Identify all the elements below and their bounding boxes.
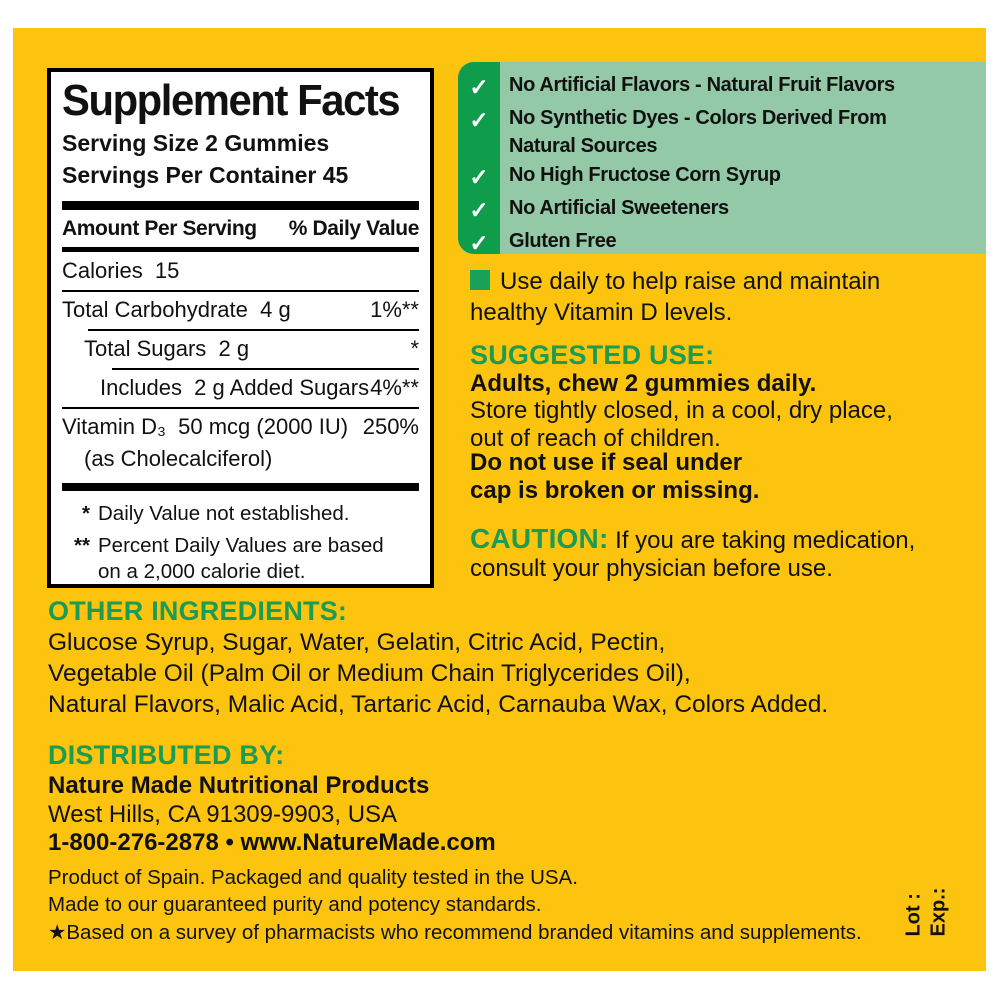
checklist-item-label: No Synthetic Dyes - Colors Derived From Natural Sources <box>509 106 887 158</box>
lot-exp-text <box>901 888 951 937</box>
footnote-mark: * <box>82 501 90 525</box>
suggested-use-dose: Adults, chew 2 gummies daily. <box>470 370 817 397</box>
footnote-mark: ** <box>74 533 90 557</box>
facts-row-added-sugars <box>62 370 419 407</box>
check-icon: ✓ <box>469 74 489 100</box>
distributed-by-heading: DISTRIBUTED BY: <box>48 740 285 770</box>
nutrient-value: * <box>410 335 419 361</box>
exp-label: Exp.: <box>927 887 949 937</box>
facts-row-vitamin-d3 <box>62 409 419 446</box>
nutrient-name: Total Carbohydrate 4 g <box>62 296 291 322</box>
check-icon: ✓ <box>469 106 489 133</box>
daily-value-label: % Daily Value <box>288 216 419 240</box>
divider-thick <box>62 201 419 210</box>
serving-size: Serving Size 2 Gummies <box>62 130 330 157</box>
checklist-item-label: No High Fructose Corn Syrup <box>509 164 781 187</box>
use-daily-statement <box>470 266 982 328</box>
facts-row-carbohydrate <box>62 292 419 329</box>
check-icon: ✓ <box>469 196 489 223</box>
nutrient-value: 1%** <box>370 296 419 322</box>
facts-row-total-sugars <box>62 331 419 368</box>
caution-text: If you are taking medication, consult your physician before use. <box>470 527 916 583</box>
benefits-checklist <box>458 62 986 254</box>
lot-exp-block <box>871 852 981 972</box>
use-daily-text: Use daily to help raise and maintain healthy Vitamin D levels. <box>470 268 881 327</box>
other-ingredients-heading: OTHER INGREDIENTS: <box>48 596 348 626</box>
seal-warning: Do not use if seal under cap is broken or missing. <box>470 449 760 505</box>
facts-header-row <box>62 213 419 246</box>
other-ingredients-list: Glucose Syrup, Sugar, Water, Gelatin, Citric Acid, Pectin, Vegetable Oil (Palm Oil or Medium Chain Triglycerides Oil), Natural Flavors, Malic Acid, Tartaric Acid, Carnauba Wax, Colors Added. <box>48 629 829 719</box>
checklist-item <box>458 104 986 161</box>
facts-footnotes <box>62 501 419 586</box>
checklist-item <box>458 227 986 254</box>
nutrient-name: Includes 2 g Added Sugars <box>100 374 370 400</box>
fine-print: Product of Spain. Packaged and quality tested in the USA. Made to our guaranteed purity and potency standards. ★Based on a survey of pharmacists who recommend branded vitamins and supplements. <box>48 866 862 944</box>
lot-label: Lot : <box>902 893 924 937</box>
distributor-contact: 1-800-276-2878 • www.NatureMade.com <box>48 829 496 856</box>
nutrient-name: Vitamin D₃ 50 mcg (2000 IU) <box>62 413 349 439</box>
caution-statement <box>470 522 995 584</box>
nutrient-value: 250% <box>362 413 419 439</box>
supplement-facts-panel <box>47 68 434 588</box>
caution-heading: CAUTION: <box>470 523 609 554</box>
divider-thick <box>62 483 419 491</box>
distributor-address: West Hills, CA 91309-9903, USA <box>48 801 398 828</box>
nutrient-value: 4%** <box>370 374 419 400</box>
checklist-item <box>458 71 986 104</box>
supplement-facts-title: Supplement Facts <box>62 76 400 125</box>
footnote-text: Percent Daily Values are based on a 2,000 calorie diet. <box>98 533 384 584</box>
divider-medium <box>62 247 419 252</box>
storage-instructions: Store tightly closed, in a cool, dry place, out of reach of children. <box>470 397 893 453</box>
servings-per-container: Servings Per Container 45 <box>62 161 349 188</box>
checklist-item-label: Gluten Free <box>509 229 617 252</box>
check-icon: ✓ <box>469 164 489 191</box>
facts-row-calories <box>62 253 419 290</box>
checklist-item <box>458 161 986 194</box>
product-label <box>13 28 986 971</box>
footnote-text: Daily Value not established. <box>98 501 350 525</box>
amount-per-serving-label: Amount Per Serving <box>62 216 257 240</box>
checklist-item <box>458 194 986 227</box>
nutrient-name: Total Sugars 2 g <box>84 335 250 361</box>
nutrient-name: Calories 15 <box>62 257 180 283</box>
check-icon: ✓ <box>469 229 489 254</box>
nutrient-subname: (as Cholecalciferol) <box>84 445 273 471</box>
suggested-use-heading: SUGGESTED USE: <box>470 340 715 370</box>
distributor-company: Nature Made Nutritional Products <box>48 772 430 799</box>
checklist-item-label: No Artificial Flavors - Natural Fruit Flavors <box>509 74 895 96</box>
square-bullet-icon <box>470 270 490 290</box>
checklist-item-label: No Artificial Sweeteners <box>509 196 729 219</box>
